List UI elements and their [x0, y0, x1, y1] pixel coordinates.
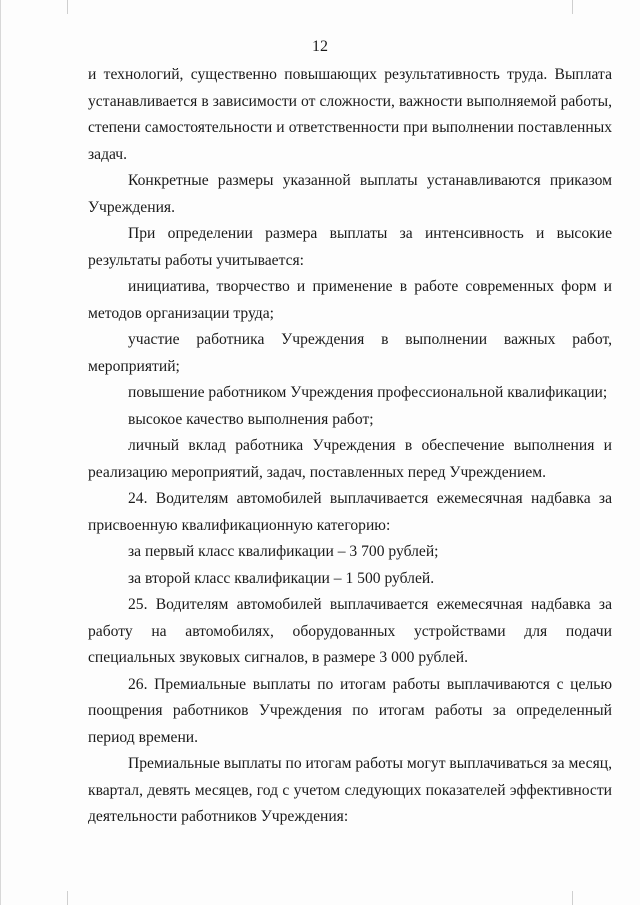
- paragraph-payment-order: Конкретные размеры указанной выплаты устанавливаются приказом Учреждения.: [88, 172, 612, 216]
- paragraph-bonus-periods: Премиальные выплаты по итогам работы могут выплачиваться за месяц, квартал, девять месяцев, год с учетом следующих показателей эффективности деятельности работников Учреждения:: [88, 755, 612, 825]
- clause-24-first-class: за первый класс квалификации – 3 700 рублей;: [128, 543, 439, 560]
- clause-24: 24. Водителям автомобилей выплачивается ежемесячная надбавка за присвоенную квалификационную категорию:: [88, 490, 612, 534]
- paragraph-continuation: и технологий, существенно повышающих результативность труда. Выплата устанавливается в зависимости от сложности, важности выполняемой работы, степени самостоятельности и ответственности при выполнении поставленных задач.: [88, 66, 612, 163]
- criteria-item-qualification: повышение работником Учреждения профессиональной квалификации;: [128, 384, 608, 401]
- criteria-item-contribution: личный вклад работника Учреждения в обеспечение выполнения и реализацию мероприятий, задач, поставленных перед Учреждением.: [88, 437, 612, 481]
- scan-bottom-marks: [0, 891, 640, 905]
- criteria-item-initiative: инициатива, творчество и применение в работе современных форм и методов организации труда;: [88, 278, 612, 322]
- criteria-item-participation: участие работника Учреждения в выполнении важных работ, мероприятий;: [88, 331, 612, 375]
- clause-25: 25. Водителям автомобилей выплачивается ежемесячная надбавка за работу на автомобилях, оборудованных устройствами для подачи специальных звуковых сигналов, в размере 3 000 рублей.: [88, 596, 612, 666]
- paragraph-criteria-intro: При определении размера выплаты за интенсивность и высокие результаты работы учитывается:: [88, 225, 612, 269]
- page-number: 12: [312, 38, 328, 55]
- clause-26: 26. Премиальные выплаты по итогам работы выплачиваются с целью поощрения работников Учреждения по итогам работы за определенный период времени.: [88, 675, 612, 746]
- clause-24-second-class: за второй класс квалификации – 1 500 рублей.: [128, 569, 435, 587]
- scan-top-marks: [0, 0, 640, 14]
- document-body: [88, 62, 612, 831]
- criteria-item-quality: высокое качество выполнения работ;: [128, 410, 374, 428]
